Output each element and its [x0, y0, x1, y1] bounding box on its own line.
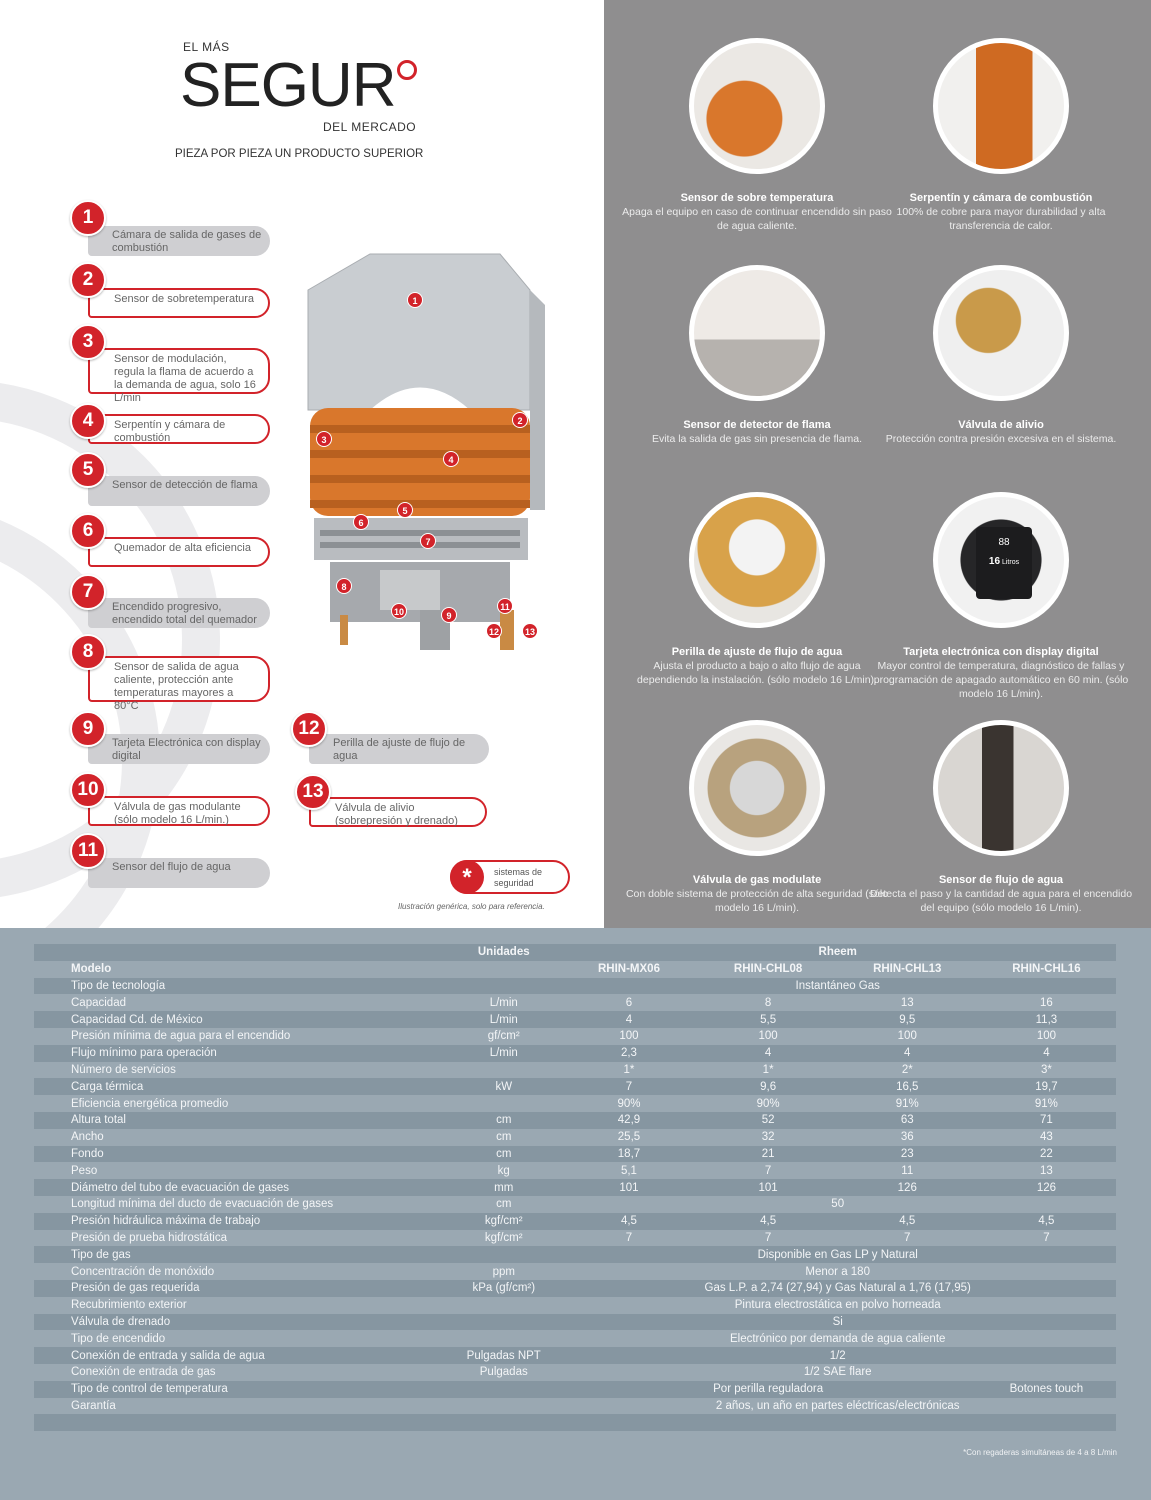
spec-value: Pintura electrostática en polvo horneada [559, 1297, 1116, 1314]
table-row [34, 1095, 1116, 1112]
spec-value: 7 [699, 1230, 838, 1247]
illustration-marker: 6 [353, 514, 369, 530]
model-name: RHIN-CHL08 [699, 961, 838, 978]
table-row [34, 1364, 1116, 1381]
spec-value: 8 [699, 994, 838, 1011]
spec-value: 4,5 [699, 1213, 838, 1230]
spec-unit: gf/cm² [448, 1028, 559, 1045]
part-label-text: Serpentín y cámara de combustión [114, 419, 226, 444]
safety-badge-text: sistemas de seguridad [494, 867, 543, 888]
part-label [88, 288, 270, 318]
table-cell [448, 961, 559, 978]
spec-value: 7 [699, 1162, 838, 1179]
part-number-badge: 4 [70, 403, 106, 439]
illustration-marker: 12 [486, 623, 502, 639]
feature-title: Sensor de sobre temperatura [680, 192, 834, 204]
table-row [34, 1078, 1116, 1095]
feature-description: Detecta el paso y la cantidad de agua para el encendido del equipo (sólo modelo 16 L/min). [869, 888, 1133, 914]
spec-value: Botones touch [977, 1381, 1116, 1398]
display-liters-label: Litros [1000, 559, 1020, 566]
spec-value: Gas L.P. a 2,74 (27,94) y Gas Natural a 1,76 (17,95) [559, 1280, 1116, 1297]
part-label-text: Sensor del flujo de agua [112, 861, 231, 873]
spec-label: Ancho [34, 1129, 448, 1146]
spec-value: 101 [699, 1179, 838, 1196]
spec-label: Concentración de monóxido [34, 1263, 448, 1280]
spec-value: 5,5 [699, 1011, 838, 1028]
spec-value: 1* [699, 1062, 838, 1079]
spec-label: Altura total [34, 1112, 448, 1129]
table-row [34, 1263, 1116, 1280]
spec-value: 13 [838, 994, 977, 1011]
spec-label: Número de servicios [34, 1062, 448, 1079]
part-label [88, 598, 270, 628]
spec-value: 4,5 [977, 1213, 1116, 1230]
table-row [34, 1045, 1116, 1062]
brand-header: Rheem [559, 944, 1116, 961]
spec-value: 21 [699, 1146, 838, 1163]
asterisk-icon: * [450, 860, 484, 894]
spec-value: 2 años, un año en partes eléctricas/electrónicas [559, 1398, 1116, 1415]
spec-label: Diámetro del tubo de evacuación de gases [34, 1179, 448, 1196]
feature-description: Ajusta el producto a bajo o alto flujo de agua dependiendo la instalación. (sólo modelo 16 L/min). [637, 660, 877, 686]
model-name: RHIN-MX06 [559, 961, 698, 978]
table-row [34, 1196, 1116, 1213]
spec-value: 4 [838, 1045, 977, 1062]
part-number-badge: 11 [70, 833, 106, 869]
table-row [34, 1129, 1116, 1146]
spec-unit: kPa (gf/cm²) [448, 1280, 559, 1297]
spec-value: 18,7 [559, 1146, 698, 1163]
part-number-badge: 2 [70, 262, 106, 298]
spec-label: Peso [34, 1162, 448, 1179]
spec-unit: Pulgadas NPT [448, 1347, 559, 1364]
spec-label: Capacidad Cd. de México [34, 1011, 448, 1028]
spec-value: 71 [977, 1112, 1116, 1129]
spec-value: 11,3 [977, 1011, 1116, 1028]
part-number-badge: 5 [70, 452, 106, 488]
spec-unit [448, 1246, 559, 1263]
illustration-marker: 9 [441, 607, 457, 623]
feature-description: Mayor control de temperatura, diagnóstico de fallas y programación de apagado automático en 60 min. (sólo modelo 16 L/min). [873, 660, 1129, 700]
feature-title: Tarjeta electrónica con display digital [903, 646, 1099, 658]
feature-card [622, 492, 892, 687]
part-number-badge: 3 [70, 324, 106, 360]
spec-unit [448, 1381, 559, 1398]
spec-unit [448, 1414, 559, 1431]
table-row [34, 1179, 1116, 1196]
feature-description: Protección contra presión excesiva en el sistema. [885, 433, 1117, 445]
table-cell [34, 944, 448, 961]
brand-o-circle [397, 60, 417, 80]
spec-value: 100 [699, 1028, 838, 1045]
spec-unit [448, 1062, 559, 1079]
table-row [34, 1112, 1116, 1129]
illustration-marker: 8 [336, 578, 352, 594]
feature-description: Apaga el equipo en caso de continuar encendido sin paso de agua caliente. [622, 206, 892, 232]
part-label-text: Sensor de sobretemperatura [114, 293, 255, 305]
spec-value: 1/2 SAE flare [559, 1364, 1116, 1381]
spec-value: 7 [977, 1230, 1116, 1247]
spec-value: 6 [559, 994, 698, 1011]
spec-value: 7 [559, 1078, 698, 1095]
spec-unit: kgf/cm² [448, 1213, 559, 1230]
spec-value: 1* [559, 1062, 698, 1079]
part-number-badge: 7 [70, 574, 106, 610]
spec-value: 23 [838, 1146, 977, 1163]
feature-card [866, 492, 1136, 701]
spec-value: 100 [838, 1028, 977, 1045]
spec-unit: L/min [448, 994, 559, 1011]
spec-label: Presión de gas requerida [34, 1280, 448, 1297]
feature-photo [689, 492, 825, 628]
spec-value [559, 1414, 1116, 1431]
spec-value: 1/2 [559, 1347, 1116, 1364]
spec-value: 4 [977, 1045, 1116, 1062]
spec-value: 63 [838, 1112, 977, 1129]
illustration-marker: 10 [391, 603, 407, 619]
model-name: RHIN-CHL13 [838, 961, 977, 978]
spec-value: 16,5 [838, 1078, 977, 1095]
illustration-note: Ilustración genérica, solo para referencia. [398, 902, 545, 911]
spec-value: 2* [838, 1062, 977, 1079]
feature-description: 100% de cobre para mayor durabilidad y alta transferencia de calor. [896, 206, 1106, 232]
safety-badge [450, 860, 570, 894]
display-digits: 88 [998, 537, 1010, 548]
illustration-marker: 1 [407, 292, 423, 308]
part-label-text: Sensor de modulación, regula la flama de acuerdo a la demanda de agua, solo 16 L/min [114, 353, 256, 404]
spec-label: Tipo de control de temperatura [34, 1381, 448, 1398]
part-label-text: Sensor de salida de agua caliente, protección ante temperaturas mayores a 80°C [114, 661, 239, 712]
spec-label [34, 1414, 448, 1431]
spec-value: 100 [977, 1028, 1116, 1045]
spec-label: Presión hidráulica máxima de trabajo [34, 1213, 448, 1230]
feature-photo [689, 265, 825, 401]
feature-title: Perilla de ajuste de flujo de agua [671, 646, 843, 658]
feature-description: Con doble sistema de protección de alta seguridad (sólo modelo 16 L/min). [625, 888, 889, 914]
illustration-marker: 2 [512, 412, 528, 428]
spec-value: 90% [559, 1095, 698, 1112]
spec-unit: ppm [448, 1263, 559, 1280]
spec-value: 52 [699, 1112, 838, 1129]
spec-value: 100 [559, 1028, 698, 1045]
illustration-marker: 5 [397, 502, 413, 518]
table-row [34, 1280, 1116, 1297]
spec-value: 126 [838, 1179, 977, 1196]
model-name: RHIN-CHL16 [977, 961, 1116, 978]
spec-value: 7 [838, 1230, 977, 1247]
model-label: Modelo [34, 961, 448, 978]
spec-value: Menor a 180 [559, 1263, 1116, 1280]
part-number-badge: 12 [291, 711, 327, 747]
feature-card [622, 38, 892, 233]
feature-photo [689, 38, 825, 174]
display-liters-number: 16 [988, 556, 1001, 567]
feature-card [866, 38, 1136, 233]
spec-value: 43 [977, 1129, 1116, 1146]
part-label [88, 348, 270, 404]
part-label-text: Quemador de alta eficiencia [114, 542, 251, 554]
spec-value: 13 [977, 1162, 1116, 1179]
part-label [88, 226, 270, 256]
specs-table [34, 944, 1116, 1431]
part-label-text: Encendido progresivo, encendido total del quemador [112, 601, 257, 626]
part-label-text: Perilla de ajuste de flujo de agua [333, 737, 466, 762]
spec-label: Conexión de entrada y salida de agua [34, 1347, 448, 1364]
spec-unit [448, 1330, 559, 1347]
spec-value: Por perilla reguladora [559, 1381, 976, 1398]
illustration-marker: 4 [443, 451, 459, 467]
spec-value: 91% [977, 1095, 1116, 1112]
spec-label: Eficiencia energética promedio [34, 1095, 448, 1112]
spec-label: Tipo de encendido [34, 1330, 448, 1347]
spec-value: 4 [559, 1011, 698, 1028]
brand-subtitle: PIEZA POR PIEZA UN PRODUCTO SUPERIOR [175, 148, 424, 160]
spec-value: 101 [559, 1179, 698, 1196]
feature-photo [933, 265, 1069, 401]
spec-unit [448, 1297, 559, 1314]
spec-label: Tipo de gas [34, 1246, 448, 1263]
spec-unit [448, 1095, 559, 1112]
table-row [34, 1381, 1116, 1398]
part-number-badge: 9 [70, 711, 106, 747]
part-number-badge: 13 [295, 774, 331, 810]
feature-title: Sensor de flujo de agua [938, 874, 1064, 886]
heater-illustration [300, 250, 560, 670]
part-label-text: Sensor de detección de flama [112, 479, 258, 491]
footnote: *Con regaderas simultáneas de 4 a 8 L/min [963, 1448, 1117, 1457]
spec-unit: cm [448, 1112, 559, 1129]
spec-unit: kg [448, 1162, 559, 1179]
table-header-row [34, 944, 1116, 961]
spec-value: 91% [838, 1095, 977, 1112]
spec-value: 4,5 [838, 1213, 977, 1230]
spec-label: Carga térmica [34, 1078, 448, 1095]
spec-value: 32 [699, 1129, 838, 1146]
spec-label: Garantía [34, 1398, 448, 1415]
spec-value: 42,9 [559, 1112, 698, 1129]
feature-photo [933, 720, 1069, 856]
feature-photo [933, 492, 1069, 628]
spec-value: 22 [977, 1146, 1116, 1163]
spec-label: Recubrimiento exterior [34, 1297, 448, 1314]
table-header-row [34, 961, 1116, 978]
spec-unit: Pulgadas [448, 1364, 559, 1381]
table-row [34, 1011, 1116, 1028]
spec-label: Longitud mínima del ducto de evacuación de gases [34, 1196, 448, 1213]
table-row [34, 978, 1116, 995]
brand-word: SEGUR [180, 51, 396, 120]
spec-value: 5,1 [559, 1162, 698, 1179]
feature-photo [689, 720, 825, 856]
spec-value: 16 [977, 994, 1116, 1011]
brand-top-line: EL MÁS [183, 40, 230, 54]
table-row [34, 1062, 1116, 1079]
table-row [34, 1314, 1116, 1331]
spec-label: Capacidad [34, 994, 448, 1011]
part-label-text: Válvula de gas modulante (sólo modelo 16 L/min.) [114, 801, 241, 826]
part-label [88, 734, 270, 764]
spec-unit: cm [448, 1129, 559, 1146]
spec-unit: cm [448, 1196, 559, 1213]
part-label [309, 734, 489, 764]
specs-section [0, 928, 1151, 1500]
spec-label: Flujo mínimo para operación [34, 1045, 448, 1062]
spec-unit: cm [448, 1146, 559, 1163]
spec-value: 25,5 [559, 1129, 698, 1146]
spec-value: 19,7 [977, 1078, 1116, 1095]
features-panel [604, 0, 1151, 928]
spec-label: Conexión de entrada de gas [34, 1364, 448, 1381]
feature-card [866, 720, 1136, 915]
part-label [88, 656, 270, 712]
display-liters [976, 556, 1032, 567]
feature-title: Válvula de alivio [958, 419, 1044, 431]
brand-bottom-line: DEL MERCADO [323, 120, 417, 134]
spec-unit: kW [448, 1078, 559, 1095]
table-row [34, 1330, 1116, 1347]
table-row [34, 1213, 1116, 1230]
table-row [34, 1146, 1116, 1163]
spec-unit [448, 978, 559, 995]
part-label [88, 414, 270, 444]
table-row [34, 1347, 1116, 1364]
spec-value: 50 [559, 1196, 1116, 1213]
feature-card [622, 720, 892, 915]
spec-label: Presión mínima de agua para el encendido [34, 1028, 448, 1045]
spec-value: 2,3 [559, 1045, 698, 1062]
part-number-badge: 1 [70, 200, 106, 236]
part-label-text: Válvula de alivio (sobrepresión y drenado) [335, 802, 458, 827]
table-row [34, 1414, 1116, 1431]
units-header: Unidades [448, 944, 559, 961]
spec-value: 7 [559, 1230, 698, 1247]
illustration-marker: 3 [316, 431, 332, 447]
spec-label: Tipo de tecnología [34, 978, 448, 995]
table-row [34, 1398, 1116, 1415]
feature-title: Sensor de detector de flama [683, 419, 831, 431]
illustration-marker: 13 [522, 623, 538, 639]
spec-value: 11 [838, 1162, 977, 1179]
spec-value: 3* [977, 1062, 1116, 1079]
display-screen [976, 527, 1032, 599]
spec-value: 4 [699, 1045, 838, 1062]
spec-value: 9,6 [699, 1078, 838, 1095]
part-number-badge: 10 [70, 772, 106, 808]
illustration-marker: 11 [497, 598, 513, 614]
table-row [34, 1246, 1116, 1263]
feature-card [622, 265, 892, 446]
feature-description: Evita la salida de gas sin presencia de flama. [651, 433, 863, 445]
spec-label: Presión de prueba hidrostática [34, 1230, 448, 1247]
table-row [34, 1297, 1116, 1314]
spec-unit: L/min [448, 1045, 559, 1062]
spec-unit [448, 1314, 559, 1331]
table-row [34, 994, 1116, 1011]
table-row [34, 1028, 1116, 1045]
part-label [88, 537, 270, 567]
spec-value: Si [559, 1314, 1116, 1331]
part-label-text: Tarjeta Electrónica con display digital [112, 737, 261, 762]
table-row [34, 1162, 1116, 1179]
spec-value: 90% [699, 1095, 838, 1112]
part-label [88, 858, 270, 888]
spec-value: Instantáneo Gas [559, 978, 1116, 995]
feature-title: Válvula de gas modulate [692, 874, 822, 886]
part-number-badge: 6 [70, 513, 106, 549]
feature-photo [933, 38, 1069, 174]
spec-label: Válvula de drenado [34, 1314, 448, 1331]
part-label [309, 797, 487, 827]
spec-unit: mm [448, 1179, 559, 1196]
spec-label: Fondo [34, 1146, 448, 1163]
part-label [88, 476, 270, 506]
part-label-text: Cámara de salida de gases de combustión [112, 229, 262, 254]
part-number-badge: 8 [70, 634, 106, 670]
spec-unit [448, 1398, 559, 1415]
illustration-marker: 7 [420, 533, 436, 549]
spec-value: 126 [977, 1179, 1116, 1196]
spec-value: 36 [838, 1129, 977, 1146]
spec-value: Electrónico por demanda de agua caliente [559, 1330, 1116, 1347]
part-label [88, 796, 270, 826]
feature-card [866, 265, 1136, 446]
spec-unit: kgf/cm² [448, 1230, 559, 1247]
feature-title: Serpentín y cámara de combustión [909, 192, 1093, 204]
parts-panel [0, 0, 604, 928]
spec-value: 9,5 [838, 1011, 977, 1028]
table-row [34, 1230, 1116, 1247]
spec-value: Disponible en Gas LP y Natural [559, 1246, 1116, 1263]
spec-value: 4,5 [559, 1213, 698, 1230]
spec-unit: L/min [448, 1011, 559, 1028]
